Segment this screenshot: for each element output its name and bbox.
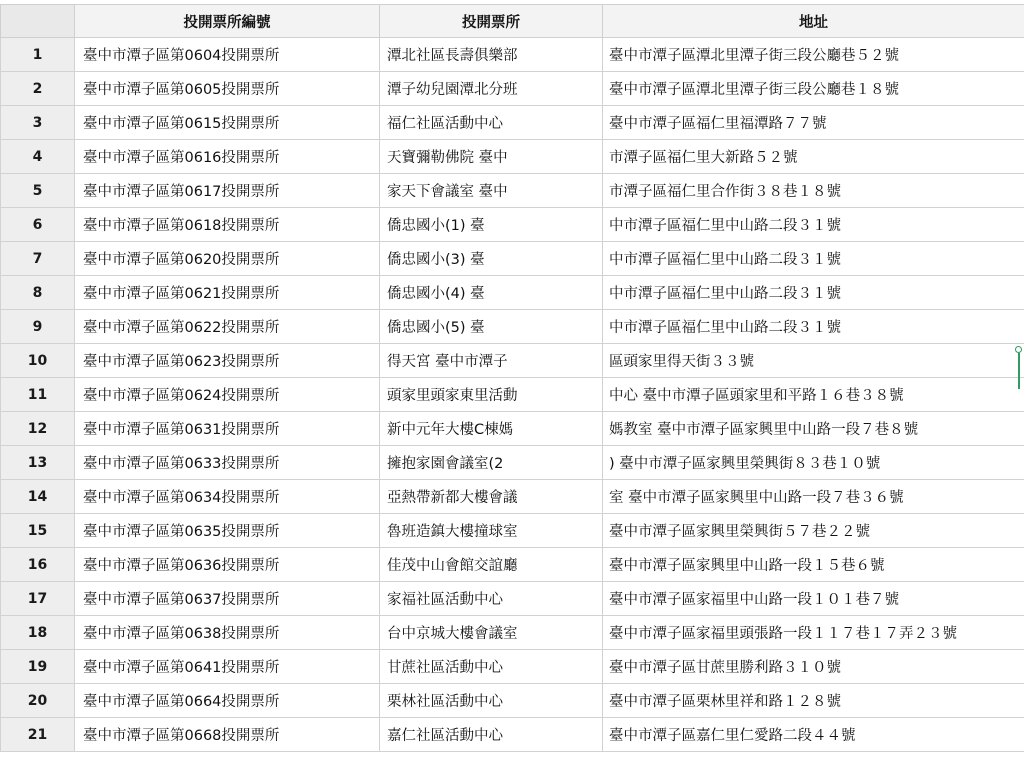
table-row — [1, 650, 1024, 684]
station-code[interactable]: 臺中市潭子區第0641投開票所 — [75, 650, 380, 684]
table-row — [1, 582, 1024, 616]
station-name[interactable]: 嘉仁社區活動中心 — [380, 718, 603, 752]
station-name[interactable]: 潭北社區長壽俱樂部 — [380, 38, 603, 72]
station-code[interactable]: 臺中市潭子區第0636投開票所 — [75, 548, 380, 582]
row-number[interactable]: 3 — [1, 106, 75, 140]
station-code[interactable]: 臺中市潭子區第0631投開票所 — [75, 412, 380, 446]
selection-border — [1018, 353, 1020, 389]
station-name[interactable]: 家福社區活動中心 — [380, 582, 603, 616]
table-row — [1, 242, 1024, 276]
row-number[interactable]: 1 — [1, 38, 75, 72]
table-row — [1, 140, 1024, 174]
table-row — [1, 480, 1024, 514]
row-number[interactable]: 10 — [1, 344, 75, 378]
station-address[interactable]: 臺中市潭子區家福里中山路一段１０１巷７號 — [603, 582, 1024, 616]
column-header-name[interactable]: 投開票所 — [380, 5, 603, 38]
row-number[interactable]: 15 — [1, 514, 75, 548]
station-address[interactable]: 臺中市潭子區家福里頭張路一段１１７巷１７弄２３號 — [603, 616, 1024, 650]
station-address[interactable]: 臺中市潭子區家興里中山路一段１５巷６號 — [603, 548, 1024, 582]
table-row — [1, 174, 1024, 208]
station-address[interactable]: ) 臺中市潭子區家興里榮興街８３巷１０號 — [603, 446, 1024, 480]
station-address[interactable]: 中市潭子區福仁里中山路二段３１號 — [603, 242, 1024, 276]
table-row — [1, 378, 1024, 412]
table-row — [1, 412, 1024, 446]
row-number[interactable]: 7 — [1, 242, 75, 276]
station-name[interactable]: 潭子幼兒園潭北分班 — [380, 72, 603, 106]
station-address[interactable]: 中心 臺中市潭子區頭家里和平路１６巷３８號 — [603, 378, 1024, 412]
station-name[interactable]: 擁抱家園會議室(2 — [380, 446, 603, 480]
row-number[interactable]: 19 — [1, 650, 75, 684]
station-name[interactable]: 甘蔗社區活動中心 — [380, 650, 603, 684]
selection-fill-handle[interactable] — [1015, 346, 1022, 353]
station-code[interactable]: 臺中市潭子區第0620投開票所 — [75, 242, 380, 276]
row-number[interactable]: 8 — [1, 276, 75, 310]
station-code[interactable]: 臺中市潭子區第0616投開票所 — [75, 140, 380, 174]
station-code[interactable]: 臺中市潭子區第0618投開票所 — [75, 208, 380, 242]
station-name[interactable]: 天寶彌勒佛院 臺中 — [380, 140, 603, 174]
station-name[interactable]: 新中元年大樓C棟媽 — [380, 412, 603, 446]
station-address[interactable]: 臺中市潭子區潭北里潭子街三段公廳巷１８號 — [603, 72, 1024, 106]
table-row — [1, 344, 1024, 378]
station-name[interactable]: 僑忠國小(4) 臺 — [380, 276, 603, 310]
station-name[interactable]: 僑忠國小(1) 臺 — [380, 208, 603, 242]
station-code[interactable]: 臺中市潭子區第0623投開票所 — [75, 344, 380, 378]
station-code[interactable]: 臺中市潭子區第0664投開票所 — [75, 684, 380, 718]
table-row — [1, 208, 1024, 242]
station-address[interactable]: 臺中市潭子區栗林里祥和路１２８號 — [603, 684, 1024, 718]
row-number[interactable]: 6 — [1, 208, 75, 242]
station-name[interactable]: 魯班造鎮大樓撞球室 — [380, 514, 603, 548]
station-address[interactable]: 市潭子區福仁里合作街３８巷１８號 — [603, 174, 1024, 208]
row-number[interactable]: 14 — [1, 480, 75, 514]
row-number[interactable]: 11 — [1, 378, 75, 412]
table-row — [1, 310, 1024, 344]
table-row — [1, 276, 1024, 310]
table-row — [1, 548, 1024, 582]
station-name[interactable]: 僑忠國小(3) 臺 — [380, 242, 603, 276]
table-row — [1, 72, 1024, 106]
table-row — [1, 514, 1024, 548]
row-number[interactable]: 17 — [1, 582, 75, 616]
table-row — [1, 616, 1024, 650]
header-row — [1, 5, 1024, 38]
station-name[interactable]: 家天下會議室 臺中 — [380, 174, 603, 208]
station-address[interactable]: 市潭子區福仁里大新路５２號 — [603, 140, 1024, 174]
station-name[interactable]: 台中京城大樓會議室 — [380, 616, 603, 650]
table-row — [1, 38, 1024, 72]
row-number[interactable]: 16 — [1, 548, 75, 582]
station-name[interactable]: 得天宮 臺中市潭子 — [380, 344, 603, 378]
station-name[interactable]: 佳茂中山會館交誼廳 — [380, 548, 603, 582]
station-code[interactable]: 臺中市潭子區第0633投開票所 — [75, 446, 380, 480]
station-name[interactable]: 頭家里頭家東里活動 — [380, 378, 603, 412]
station-name[interactable]: 福仁社區活動中心 — [380, 106, 603, 140]
row-number[interactable]: 9 — [1, 310, 75, 344]
row-number[interactable]: 20 — [1, 684, 75, 718]
row-number[interactable]: 21 — [1, 718, 75, 752]
station-address[interactable]: 中市潭子區福仁里中山路二段３１號 — [603, 310, 1024, 344]
station-code[interactable]: 臺中市潭子區第0622投開票所 — [75, 310, 380, 344]
station-address[interactable]: 臺中市潭子區潭北里潭子街三段公廳巷５２號 — [603, 38, 1024, 72]
station-code[interactable]: 臺中市潭子區第0617投開票所 — [75, 174, 380, 208]
station-address[interactable]: 臺中市潭子區嘉仁里仁愛路二段４４號 — [603, 718, 1024, 752]
station-code[interactable]: 臺中市潭子區第0621投開票所 — [75, 276, 380, 310]
spreadsheet-grid — [0, 4, 1024, 752]
station-address[interactable]: 臺中市潭子區甘蔗里勝利路３１０號 — [603, 650, 1024, 684]
station-address[interactable]: 媽教室 臺中市潭子區家興里中山路一段７巷８號 — [603, 412, 1024, 446]
station-code[interactable]: 臺中市潭子區第0638投開票所 — [75, 616, 380, 650]
row-number[interactable]: 5 — [1, 174, 75, 208]
table-row — [1, 106, 1024, 140]
station-address[interactable]: 中市潭子區福仁里中山路二段３１號 — [603, 208, 1024, 242]
select-all-corner[interactable] — [1, 5, 75, 38]
station-address[interactable]: 臺中市潭子區家興里榮興街５７巷２２號 — [603, 514, 1024, 548]
station-code[interactable]: 臺中市潭子區第0604投開票所 — [75, 38, 380, 72]
column-header-address[interactable]: 地址 — [603, 5, 1024, 38]
station-address[interactable]: 室 臺中市潭子區家興里中山路一段７巷３６號 — [603, 480, 1024, 514]
row-number[interactable]: 13 — [1, 446, 75, 480]
station-name[interactable]: 僑忠國小(5) 臺 — [380, 310, 603, 344]
station-code[interactable]: 臺中市潭子區第0635投開票所 — [75, 514, 380, 548]
station-address[interactable]: 中市潭子區福仁里中山路二段３１號 — [603, 276, 1024, 310]
station-address[interactable]: 臺中市潭子區福仁里福潭路７７號 — [603, 106, 1024, 140]
station-code[interactable]: 臺中市潭子區第0605投開票所 — [75, 72, 380, 106]
table-row — [1, 718, 1024, 752]
station-name[interactable]: 栗林社區活動中心 — [380, 684, 603, 718]
table-row — [1, 684, 1024, 718]
station-code[interactable]: 臺中市潭子區第0615投開票所 — [75, 106, 380, 140]
station-code[interactable]: 臺中市潭子區第0668投開票所 — [75, 718, 380, 752]
table-row — [1, 446, 1024, 480]
row-number[interactable]: 18 — [1, 616, 75, 650]
row-number[interactable]: 12 — [1, 412, 75, 446]
station-code[interactable]: 臺中市潭子區第0637投開票所 — [75, 582, 380, 616]
column-header-code[interactable]: 投開票所編號 — [75, 5, 380, 38]
station-name[interactable]: 亞熱帶新都大樓會議 — [380, 480, 603, 514]
station-code[interactable]: 臺中市潭子區第0624投開票所 — [75, 378, 380, 412]
row-number[interactable]: 2 — [1, 72, 75, 106]
station-address[interactable]: 區頭家里得天街３３號 — [603, 344, 1024, 378]
station-code[interactable]: 臺中市潭子區第0634投開票所 — [75, 480, 380, 514]
row-number[interactable]: 4 — [1, 140, 75, 174]
